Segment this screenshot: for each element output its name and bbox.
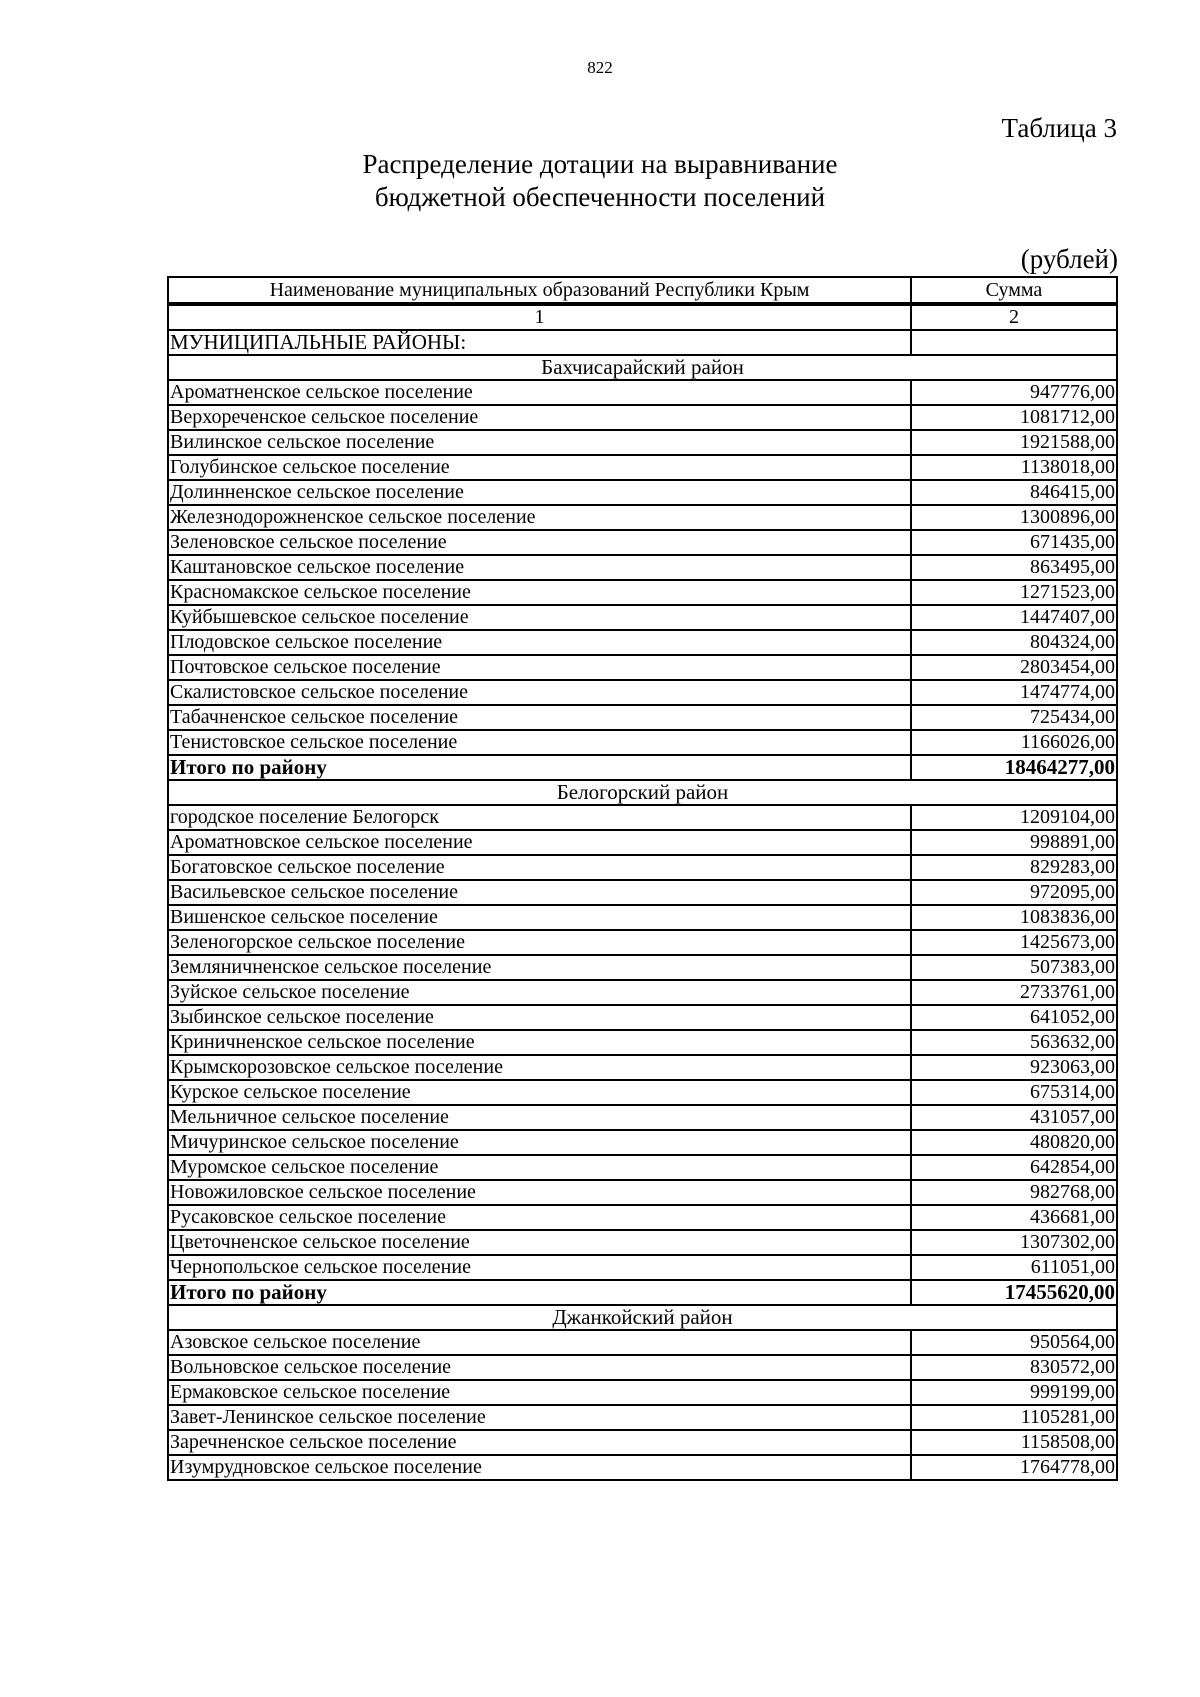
settlement-name: Земляничненское сельское поселение — [168, 955, 911, 980]
document-title — [0, 148, 1200, 214]
settlement-row — [168, 530, 1117, 555]
settlement-row — [168, 680, 1117, 705]
settlement-name: Скалистовское сельское поселение — [168, 680, 911, 705]
settlement-name: Ароматненское сельское поселение — [168, 380, 911, 405]
district-total-label: Итого по району — [168, 1280, 911, 1305]
settlement-row — [168, 455, 1117, 480]
settlement-sum: 671435,00 — [911, 530, 1117, 555]
settlement-sum: 725434,00 — [911, 705, 1117, 730]
settlement-sum: 1083836,00 — [911, 905, 1117, 930]
settlement-name: Голубинское сельское поселение — [168, 455, 911, 480]
district-total-row — [168, 755, 1117, 780]
district-total-row — [168, 1280, 1117, 1305]
settlement-row — [168, 1180, 1117, 1205]
settlement-sum: 1764778,00 — [911, 1455, 1117, 1480]
settlement-row — [168, 805, 1117, 830]
settlement-row — [168, 580, 1117, 605]
settlement-name: Богатовское сельское поселение — [168, 855, 911, 880]
settlement-sum: 950564,00 — [911, 1330, 1117, 1355]
settlement-name: Табачненское сельское поселение — [168, 705, 911, 730]
settlement-sum: 804324,00 — [911, 630, 1117, 655]
settlement-name: Красномакское сельское поселение — [168, 580, 911, 605]
settlement-name: Куйбышевское сельское поселение — [168, 605, 911, 630]
settlement-sum: 1474774,00 — [911, 680, 1117, 705]
settlement-row — [168, 905, 1117, 930]
settlement-name: Почтовское сельское поселение — [168, 655, 911, 680]
settlement-name: Долинненское сельское поселение — [168, 480, 911, 505]
document-title-line-2: бюджетной обеспеченности поселений — [374, 182, 826, 212]
settlement-sum: 431057,00 — [911, 1105, 1117, 1130]
district-header-row — [168, 355, 1117, 380]
settlement-name: Муромское сельское поселение — [168, 1155, 911, 1180]
settlement-sum: 1105281,00 — [911, 1405, 1117, 1430]
settlement-name: Ермаковское сельское поселение — [168, 1380, 911, 1405]
settlement-row — [168, 705, 1117, 730]
settlement-row — [168, 1355, 1117, 1380]
settlement-sum: 1300896,00 — [911, 505, 1117, 530]
table-label: Таблица 3 — [1001, 113, 1117, 143]
district-header-row — [168, 1305, 1117, 1330]
header-cell-name: Наименование муниципальных образований Республики Крым — [168, 277, 911, 304]
settlement-row — [168, 855, 1117, 880]
settlement-name: Русаковское сельское поселение — [168, 1205, 911, 1230]
settlement-name: Васильевское сельское поселение — [168, 880, 911, 905]
column-number-2: 2 — [911, 304, 1117, 330]
settlement-name: Мельничное сельское поселение — [168, 1105, 911, 1130]
settlement-sum: 675314,00 — [911, 1080, 1117, 1105]
column-number-row — [168, 304, 1117, 330]
settlement-sum: 507383,00 — [911, 955, 1117, 980]
section-row — [168, 330, 1117, 355]
settlement-row — [168, 1330, 1117, 1355]
settlement-name: Зыбинское сельское поселение — [168, 1005, 911, 1030]
settlement-name: Вишенское сельское поселение — [168, 905, 911, 930]
settlement-row — [168, 930, 1117, 955]
settlement-sum: 1921588,00 — [911, 430, 1117, 455]
settlement-sum: 2803454,00 — [911, 655, 1117, 680]
settlement-row — [168, 1155, 1117, 1180]
settlement-row — [168, 1005, 1117, 1030]
settlement-sum: 999199,00 — [911, 1380, 1117, 1405]
settlement-sum: 642854,00 — [911, 1155, 1117, 1180]
settlement-name: Азовское сельское поселение — [168, 1330, 911, 1355]
settlement-row — [168, 1055, 1117, 1080]
settlement-sum: 1166026,00 — [911, 730, 1117, 755]
page-number: 822 — [587, 58, 613, 77]
settlement-sum: 480820,00 — [911, 1130, 1117, 1155]
district-header-row — [168, 780, 1117, 805]
settlement-sum: 1447407,00 — [911, 605, 1117, 630]
settlement-row — [168, 880, 1117, 905]
settlement-name: Изумрудновское сельское поселение — [168, 1455, 911, 1480]
settlement-sum: 563632,00 — [911, 1030, 1117, 1055]
settlement-sum: 846415,00 — [911, 480, 1117, 505]
settlement-name: Тенистовское сельское поселение — [168, 730, 911, 755]
settlement-row — [168, 1080, 1117, 1105]
distribution-table — [167, 276, 1118, 1481]
settlement-sum: 982768,00 — [911, 1180, 1117, 1205]
settlement-name: Железнодорожненское сельское поселение — [168, 505, 911, 530]
settlement-row — [168, 1105, 1117, 1130]
settlement-row — [168, 1130, 1117, 1155]
settlement-name: Верхореченское сельское поселение — [168, 405, 911, 430]
column-number-1: 1 — [168, 304, 911, 330]
settlement-row — [168, 1030, 1117, 1055]
settlement-row — [168, 1205, 1117, 1230]
settlement-name: Заречненское сельское поселение — [168, 1430, 911, 1455]
settlement-name: Мичуринское сельское поселение — [168, 1130, 911, 1155]
settlement-row — [168, 655, 1117, 680]
document-title-line-1: Распределение дотации на выравнивание — [362, 149, 838, 179]
settlement-row — [168, 405, 1117, 430]
settlement-row — [168, 430, 1117, 455]
settlement-row — [168, 380, 1117, 405]
settlement-name: Чернопольское сельское поселение — [168, 1255, 911, 1280]
settlement-row — [168, 730, 1117, 755]
settlement-row — [168, 555, 1117, 580]
district-total-label: Итого по району — [168, 755, 911, 780]
settlement-name: Новожиловское сельское поселение — [168, 1180, 911, 1205]
settlement-row — [168, 1380, 1117, 1405]
settlement-row — [168, 630, 1117, 655]
settlement-name: городское поселение Белогорск — [168, 805, 911, 830]
settlement-row — [168, 1405, 1117, 1430]
settlement-sum: 611051,00 — [911, 1255, 1117, 1280]
settlement-name: Вольновское сельское поселение — [168, 1355, 911, 1380]
settlement-sum: 863495,00 — [911, 555, 1117, 580]
settlement-name: Криничненское сельское поселение — [168, 1030, 911, 1055]
settlement-name: Зеленовское сельское поселение — [168, 530, 911, 555]
settlement-name: Завет-Ленинское сельское поселение — [168, 1405, 911, 1430]
settlement-sum: 1307302,00 — [911, 1230, 1117, 1255]
settlement-sum: 1271523,00 — [911, 580, 1117, 605]
settlement-name: Крымскорозовское сельское поселение — [168, 1055, 911, 1080]
district-total-sum: 18464277,00 — [911, 755, 1117, 780]
settlement-row — [168, 1255, 1117, 1280]
settlement-sum: 1138018,00 — [911, 455, 1117, 480]
settlement-row — [168, 1430, 1117, 1455]
settlement-sum: 1081712,00 — [911, 405, 1117, 430]
settlement-row — [168, 1230, 1117, 1255]
settlement-sum: 641052,00 — [911, 1005, 1117, 1030]
settlement-sum: 1158508,00 — [911, 1430, 1117, 1455]
settlement-row — [168, 1455, 1117, 1480]
district-total-sum: 17455620,00 — [911, 1280, 1117, 1305]
settlement-sum: 830572,00 — [911, 1355, 1117, 1380]
distribution-table-body — [168, 277, 1117, 1480]
settlement-row — [168, 605, 1117, 630]
district-name: Белогорский район — [168, 780, 1117, 805]
district-name: Бахчисарайский район — [168, 355, 1117, 380]
settlement-sum: 436681,00 — [911, 1205, 1117, 1230]
settlement-sum: 947776,00 — [911, 380, 1117, 405]
settlement-sum: 1209104,00 — [911, 805, 1117, 830]
settlement-sum: 923063,00 — [911, 1055, 1117, 1080]
settlement-name: Зеленогорское сельское поселение — [168, 930, 911, 955]
settlement-sum: 972095,00 — [911, 880, 1117, 905]
settlement-row — [168, 955, 1117, 980]
settlement-sum: 2733761,00 — [911, 980, 1117, 1005]
settlement-name: Ароматновское сельское поселение — [168, 830, 911, 855]
section-title: МУНИЦИПАЛЬНЫЕ РАЙОНЫ: — [168, 330, 911, 355]
settlement-name: Цветочненское сельское поселение — [168, 1230, 911, 1255]
settlement-sum: 829283,00 — [911, 855, 1117, 880]
settlement-name: Каштановское сельское поселение — [168, 555, 911, 580]
header-cell-sum: Сумма — [911, 277, 1117, 304]
settlement-row — [168, 480, 1117, 505]
settlement-name: Зуйское сельское поселение — [168, 980, 911, 1005]
settlement-name: Курское сельское поселение — [168, 1080, 911, 1105]
units-label: (рублей) — [1020, 244, 1118, 274]
settlement-name: Вилинское сельское поселение — [168, 430, 911, 455]
settlement-name: Плодовское сельское поселение — [168, 630, 911, 655]
district-name: Джанкойский район — [168, 1305, 1117, 1330]
section-empty-cell — [911, 330, 1117, 355]
table-header-row — [168, 277, 1117, 304]
settlement-row — [168, 980, 1117, 1005]
settlement-sum: 1425673,00 — [911, 930, 1117, 955]
settlement-row — [168, 505, 1117, 530]
settlement-sum: 998891,00 — [911, 830, 1117, 855]
settlement-row — [168, 830, 1117, 855]
